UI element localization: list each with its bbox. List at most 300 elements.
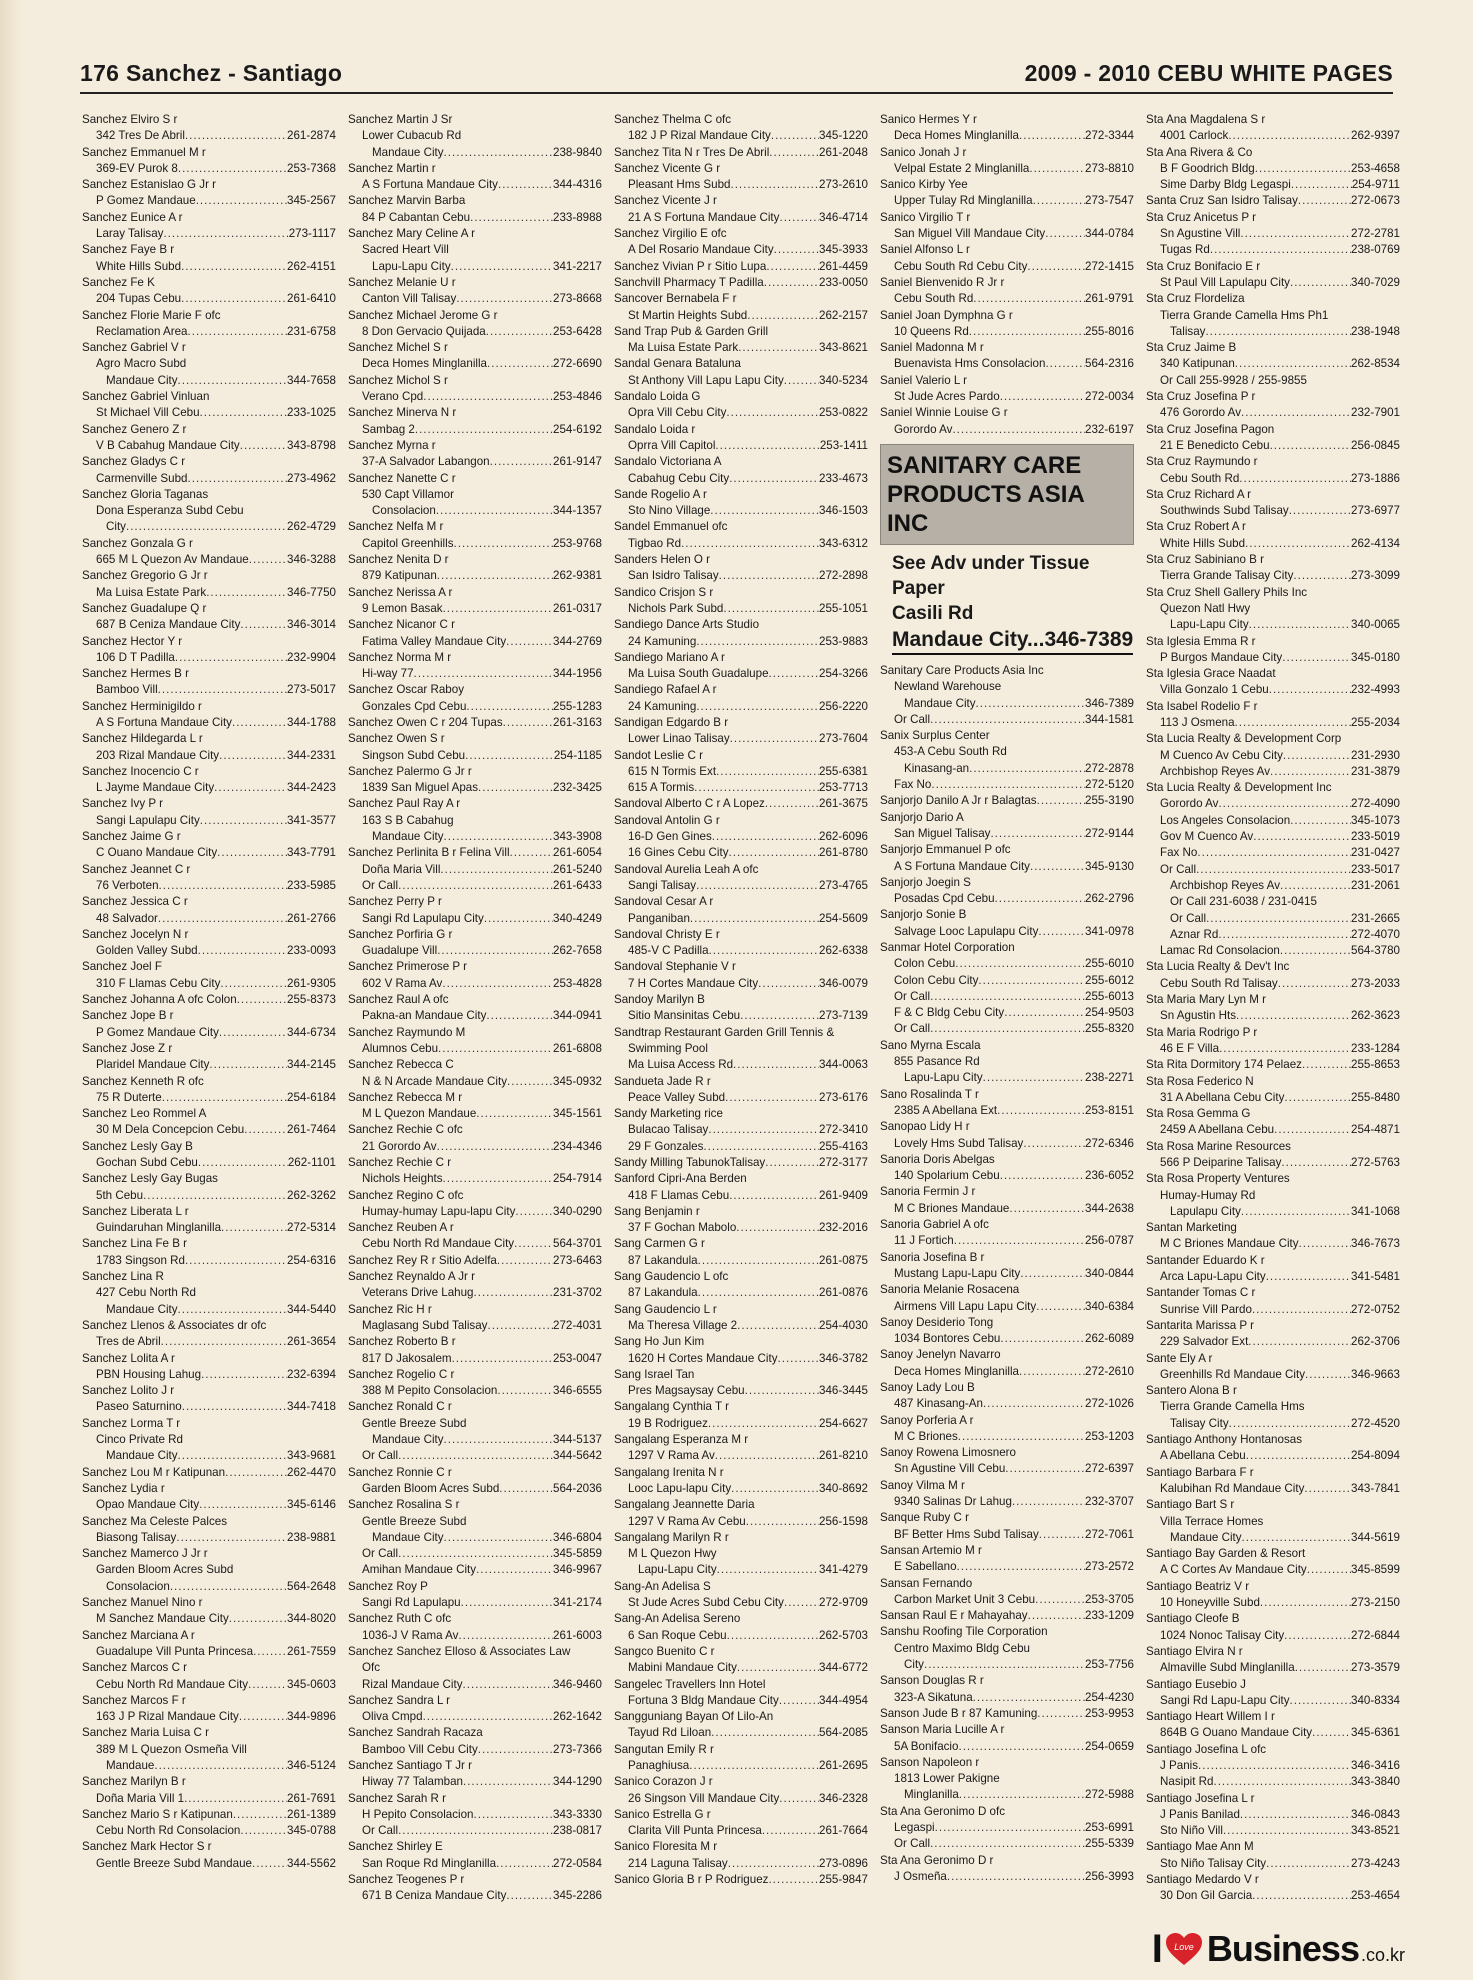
listing-name: Sta Ana Geronimo D r (880, 1853, 994, 1867)
listing-name: Sanchez Marcos F r (82, 1693, 186, 1707)
listing-entry (614, 1872, 868, 1888)
listing-entry (348, 748, 602, 764)
listing-address: A S Fortuna Mandaue City (894, 859, 1030, 873)
phone-number: 253-6991 (1085, 1821, 1134, 1835)
phone-number: 253-0822 (819, 406, 868, 420)
listing-name: Sanjorjo Emmanuel P ofc (880, 843, 1011, 857)
phone-number: 272-0034 (1085, 390, 1134, 404)
leader-dots (747, 308, 819, 324)
phone-number: 346-7750 (287, 585, 336, 599)
phone-number: 255-1283 (553, 699, 602, 713)
leader-dots (694, 780, 819, 796)
listing-name: Saniel Joan Dymphna G r (880, 308, 1013, 322)
listing-address: Kinasang-an (904, 761, 970, 775)
phone-number: 273-6463 (553, 1253, 602, 1267)
listing-entry (614, 340, 868, 356)
listing-name: Sangalang Jeannette Daria (614, 1498, 755, 1512)
listing-name: Sanchez Sandra L r (348, 1693, 451, 1707)
leader-dots (181, 259, 287, 275)
leader-dots (715, 438, 819, 454)
listing-entry (880, 1787, 1134, 1803)
listing-entry (880, 1233, 1134, 1249)
leader-dots (161, 1334, 287, 1350)
listing-entry (348, 601, 602, 617)
phone-number: 261-7464 (287, 1123, 336, 1137)
listing-address: Legaspi (894, 1821, 935, 1835)
listing-name: Sanque Ruby C r (880, 1511, 969, 1525)
leader-dots (765, 1155, 819, 1171)
leader-dots (1198, 1758, 1351, 1774)
listing-entry (614, 1514, 868, 1530)
listing-name: Sanchez Marvin Barba (348, 194, 466, 208)
leader-dots (478, 780, 553, 796)
listing-address: Mandaue City (372, 830, 444, 844)
phone-number: 344-2145 (287, 1058, 336, 1072)
listing-entry (1146, 568, 1400, 584)
listing-name: Sanders Helen O r (614, 553, 711, 567)
listing-entry (614, 1693, 868, 1709)
listing-entry (1146, 976, 1400, 992)
listing-name: Sta Cruz Flordeliza (1146, 292, 1245, 306)
leader-dots (1241, 1204, 1351, 1220)
leader-dots (415, 422, 553, 438)
leader-dots (248, 1677, 287, 1693)
listing-address: Greenhills Rd Mandaue City (1160, 1367, 1305, 1381)
phone-number: 340-0290 (553, 1204, 602, 1218)
listing-entry (1146, 862, 1400, 878)
listing-entry (82, 682, 336, 698)
phone-number: 254-4230 (1085, 1690, 1134, 1704)
phone-number: 231-2665 (1351, 911, 1400, 925)
listing-name: Sanchez Thelma C ofc (614, 113, 732, 126)
listing-address: L Jayme Mandaue City (96, 781, 215, 795)
listing-address: P Gomez Mandaue City (96, 1025, 219, 1039)
listing-name: Sanson Napoleon r (880, 1755, 980, 1769)
leader-dots (698, 1253, 819, 1269)
listing-address: Los Angeles Consolacion (1160, 813, 1291, 827)
listing-name: Sanson Maria Lucille A r (880, 1723, 1005, 1737)
phone-number: 343-3330 (553, 1807, 602, 1821)
phone-number: 340-5234 (819, 373, 868, 387)
listing-name: Sangutan Emily R r (614, 1742, 714, 1756)
listing-entry (1146, 1856, 1400, 1872)
listing-name: Sanchez Ronnie C r (348, 1465, 452, 1479)
listing-entry (82, 1057, 336, 1073)
leader-dots (730, 731, 819, 747)
listing-address: B F Goodrich Bldg (1160, 161, 1255, 175)
listing-address: 1813 Lower Pakigne (894, 1772, 1000, 1786)
listing-address: Fatima Valley Mandaue City (362, 634, 507, 648)
listing-address: J Panis (1160, 1758, 1199, 1772)
listing-address: J Panis Banilad (1160, 1807, 1240, 1821)
logo-tld: .co.kr (1360, 1944, 1405, 1965)
leader-dots (126, 519, 287, 535)
phone-number: 346-9967 (553, 1563, 602, 1577)
phone-number: 272-4520 (1351, 1416, 1400, 1430)
listing-address: Almaville Subd Minglanilla (1160, 1661, 1295, 1675)
listing-address: A S Fortuna Mandaue City (96, 715, 232, 729)
listing-name: Sanchez Gabriel V r (82, 341, 186, 355)
listing-entry (614, 503, 868, 519)
leader-dots (175, 650, 287, 666)
listing-address: 1036-J V Rama Av (362, 1628, 459, 1642)
listing-address: Colon Cebu City (894, 973, 979, 987)
phone-number: 253-9883 (819, 634, 868, 648)
phone-number: 272-6346 (1085, 1136, 1134, 1150)
listing-name: Sanchez Rebecca C (348, 1058, 454, 1072)
phone-number: 234-4346 (553, 1139, 602, 1153)
leader-dots (710, 503, 819, 519)
listing-entry (880, 1527, 1134, 1543)
phone-number: 262-6338 (819, 944, 868, 958)
listing-entry (82, 1530, 336, 1546)
listing-name: Sanchez Estanislao G Jr r (82, 178, 217, 192)
listing-entry (880, 356, 1134, 372)
ad-phone: Mandaue City...346-7389 (892, 626, 1133, 655)
leader-dots (233, 1807, 287, 1823)
listing-name: Sanchez Guadalupe Q r (82, 601, 207, 615)
listing-name: Sanchez Hildegarda L r (82, 732, 203, 746)
listing-name: Saniel Valerio L r (880, 373, 967, 387)
listing-address: Hi-way 77 (362, 667, 414, 681)
listing-address: San Miguel Vill Mandaue City (894, 227, 1046, 241)
listing-entry (348, 1106, 602, 1122)
listing-entry (82, 715, 336, 731)
listing-name: Sanchez Norma M r (348, 650, 452, 664)
leader-dots (1000, 389, 1085, 405)
leader-dots (398, 1823, 553, 1839)
phone-number: 262-3706 (1351, 1335, 1400, 1349)
listing-name: Sangalang Cynthia T r (614, 1400, 729, 1414)
listing-address: 1297 V Rama Av (628, 1449, 715, 1463)
phone-number: 262-1101 (287, 1156, 336, 1169)
listing-entry (880, 128, 1134, 144)
listing-address: Tayud Rd Liloan (628, 1726, 712, 1740)
listing-name: Sang Carmen G r (614, 1237, 705, 1251)
leader-dots (733, 1057, 819, 1073)
leader-dots (931, 777, 1085, 793)
phone-number: 272-6844 (1351, 1628, 1400, 1642)
leader-dots (1302, 1057, 1351, 1073)
listing-name: Sanchez Mark Hector S r (82, 1840, 212, 1854)
leader-dots (456, 291, 553, 307)
phone-number: 262-4134 (1351, 536, 1400, 550)
phone-number: 343-6312 (819, 536, 868, 550)
listing-entry (880, 793, 1134, 809)
leader-dots (969, 324, 1085, 340)
listing-entry (1146, 1693, 1400, 1709)
listing-address: J Osmeña (894, 1869, 947, 1883)
listing-address: 30 Don Gil Garcia (1160, 1889, 1253, 1903)
phone-number: 272-3344 (1085, 129, 1134, 143)
listing-entry (82, 552, 336, 568)
leader-dots (1253, 829, 1351, 845)
listing-address: M L Quezon Mandaue (362, 1107, 477, 1121)
listing-address: 1034 Bontores Cebu (894, 1332, 1001, 1346)
listing-address: Nichols Heights (362, 1172, 443, 1186)
listing-name: Sanchez Lydia r (82, 1481, 165, 1495)
listing-address: Sanchez Perlinita B r Felina Vill (348, 846, 510, 860)
listing-name: Santan Marketing (1146, 1221, 1237, 1235)
phone-number: 253-4654 (1351, 1889, 1400, 1903)
listing-address: 427 Cebu North Rd (96, 1286, 196, 1300)
listing-name: Sanson Douglas R r (880, 1674, 984, 1688)
listing-address: Lapulapu City (1170, 1204, 1241, 1218)
listing-name: Sanchez Leo Rommel A (82, 1107, 207, 1121)
phone-number: 233-1209 (1085, 1609, 1134, 1623)
listing-name: Sanchez Llenos & Associates dr ofc (82, 1318, 267, 1332)
phone-number: 272-5988 (1085, 1788, 1134, 1802)
phone-number: 261-6054 (553, 846, 602, 860)
leader-dots (1270, 438, 1351, 454)
listing-name: Sanchez Ivy P r (82, 797, 163, 811)
phone-number: 262-8534 (1351, 357, 1400, 371)
phone-number: 346-3014 (287, 618, 336, 632)
listing-name: Sta Cruz Anicetus P r (1146, 210, 1256, 224)
listing-address: Or Call (1160, 862, 1197, 876)
phone-number: 233-4673 (819, 471, 868, 485)
listing-address: 204 Tupas Cebu (96, 292, 182, 306)
phone-number: 262-3623 (1351, 1009, 1400, 1023)
listing-entry (1146, 438, 1400, 454)
listing-address: Paseo Saturnino (96, 1400, 182, 1414)
listing-address: 182 J P Rizal Mandaue City (628, 129, 771, 143)
listing-name: Sanchez Jaime G r (82, 830, 181, 844)
phone-number: 232-6394 (287, 1367, 336, 1381)
phone-number: 262-5703 (819, 1628, 868, 1642)
listing-name: Sanchez Regino C ofc (348, 1188, 464, 1202)
listing-entry (1146, 503, 1400, 519)
leader-dots (769, 145, 819, 161)
listing-name: Sanjorjo Sonie B (880, 908, 967, 922)
leader-dots (458, 1628, 553, 1644)
leader-dots (1304, 1481, 1351, 1497)
listing-address: Lapu-Lapu City (372, 259, 451, 273)
leader-dots (178, 161, 287, 177)
leader-dots (466, 699, 553, 715)
phone-number: 262-2796 (1085, 892, 1134, 906)
listing-address: Sanchez Lou M r Katipunan (82, 1465, 226, 1479)
phone-number: 343-7841 (1351, 1481, 1400, 1495)
leader-dots (239, 1709, 287, 1725)
leader-dots (771, 128, 819, 144)
leader-dots (689, 1758, 819, 1774)
phone-number: 272-3177 (819, 1156, 868, 1169)
leader-dots (219, 748, 287, 764)
listing-entry (348, 878, 602, 894)
listing-address: 10 Queens Rd (894, 324, 969, 338)
phone-number: 272-0752 (1351, 1302, 1400, 1316)
listing-entry (614, 1481, 868, 1497)
phone-number: 272-2878 (1085, 761, 1134, 775)
listing-name: Sandalo Loida G (614, 390, 701, 404)
listing-address: Cabahug Cebu City (628, 471, 730, 485)
listing-name: Sta Cruz Bonifacio E r (1146, 259, 1261, 273)
listing-entry (1146, 617, 1400, 633)
listing-entry (880, 712, 1134, 728)
listing-address: Cebu South Rd (1160, 471, 1240, 485)
leader-dots (955, 956, 1085, 972)
listing-name: Sangco Buenito C r (614, 1644, 715, 1658)
listing-entry (880, 1461, 1134, 1477)
listing-address: 476 Gorordo Av (1160, 406, 1241, 420)
listing-address: San Miguel Talisay (894, 826, 991, 840)
listing-address: Sn Agustine Vill Cebu (894, 1462, 1006, 1476)
listing-name: Sanford Cipri-Ana Berden (614, 1172, 747, 1186)
listing-address: Sanjorjo Danilo A Jr r Balagtas (880, 794, 1037, 808)
leader-dots (1005, 1461, 1085, 1477)
listing-address: 16 Gines Cebu City (628, 846, 729, 860)
listing-name: Sanchez Gregorio G Jr r (82, 569, 208, 583)
phone-number: 273-4765 (819, 878, 868, 892)
listing-entry (880, 1836, 1134, 1852)
listing-entry (82, 471, 336, 487)
listing-entry (880, 1494, 1134, 1510)
listing-entry (880, 1706, 1134, 1722)
listing-address: 5th Cebu (96, 1188, 144, 1202)
listing-address: 817 D Jakosalem (362, 1351, 452, 1365)
listing-name: Sanchez Gladys C r (82, 455, 186, 469)
listing-entry (82, 976, 336, 992)
leader-dots (1219, 1041, 1351, 1057)
phone-number: 272-1415 (1085, 259, 1134, 273)
listing-address: Peace Valley Subd (628, 1090, 726, 1104)
leader-dots (774, 242, 819, 258)
leader-dots (1291, 177, 1352, 193)
listing-name: Sanopao Lidy H r (880, 1120, 970, 1134)
listing-entry (614, 1188, 868, 1204)
ad-title-line: PRODUCTS ASIA (887, 480, 1085, 508)
listing-name: Sanchez Kenneth R ofc (82, 1074, 204, 1088)
phone-number: 340-6384 (1085, 1299, 1134, 1313)
listing-address: Or Call (894, 1022, 931, 1036)
listing-entry (348, 145, 602, 161)
leader-dots (188, 324, 287, 340)
listing-name: Sanoy Jenelyn Navarro (880, 1348, 1001, 1362)
listing-entry (82, 585, 336, 601)
listing-address: Kalubihan Rd Mandaue City (1160, 1481, 1305, 1495)
listing-name: Sanoria Melanie Rosacena (880, 1283, 1020, 1297)
listing-address: Sansan Raul E r Mahayahay (880, 1609, 1028, 1623)
listing-entry (348, 1595, 602, 1611)
listing-address: A Del Rosario Mandaue City (628, 243, 774, 257)
leader-dots (1045, 226, 1085, 242)
leader-dots (398, 878, 553, 894)
listing-address: St Jude Acres Subd Cebu City (628, 1596, 784, 1610)
phone-number: 253-7368 (287, 161, 336, 175)
listing-entry (614, 943, 868, 959)
leader-dots (398, 1448, 553, 1464)
listing-columns (82, 112, 1400, 1932)
listing-column-5 (1146, 112, 1400, 1932)
listing-name: Sta Cruz Shell Gallery Phils Inc (1146, 585, 1308, 599)
listing-address: Veterans Drive Lahug (362, 1286, 474, 1300)
listing-address: 21 A S Fortuna Mandaue City (628, 210, 780, 224)
listing-entry (880, 924, 1134, 940)
listing-entry (1146, 943, 1400, 959)
listing-name: Sanchez Nenita D r (348, 553, 449, 567)
leader-dots (1038, 924, 1085, 940)
listing-entry (614, 438, 868, 454)
listing-name: Sta Cruz Jaime B (1146, 341, 1237, 355)
listing-entry (1146, 1807, 1400, 1823)
listing-entry (1146, 471, 1400, 487)
listing-entry (1146, 1660, 1400, 1676)
listing-entry (82, 1807, 336, 1823)
listing-address: Sanchez Owen C r 204 Tupas (348, 715, 503, 729)
leader-dots (997, 1103, 1085, 1119)
phone-number: 344-9896 (287, 1710, 336, 1724)
phone-number: 233-0093 (287, 944, 336, 958)
phone-number: 261-6410 (287, 292, 336, 306)
listing-entry (82, 748, 336, 764)
leader-dots (708, 1122, 819, 1138)
listing-entry (1146, 161, 1400, 177)
listing-name: Sande Rogelio A r (614, 487, 707, 501)
leader-dots (1019, 128, 1085, 144)
listing-address: Guindaruhan Minglanilla (96, 1221, 222, 1235)
phone-number: 346-4714 (819, 210, 868, 224)
listing-address: Archbishop Reyes Av (1160, 764, 1270, 778)
leader-dots (440, 862, 553, 878)
phone-number: 273-2033 (1351, 976, 1400, 990)
leader-dots (1228, 128, 1351, 144)
phone-number: 344-1581 (1085, 712, 1134, 726)
listing-entry (614, 829, 868, 845)
phone-number: 346-6555 (553, 1384, 602, 1398)
phone-number: 564-2648 (287, 1579, 336, 1593)
phone-number: 253-1203 (1085, 1429, 1134, 1443)
leader-dots (762, 1823, 819, 1839)
listing-address: Lovely Hms Subd Talisay (894, 1136, 1024, 1150)
listing-address: Opao Mandaue City (96, 1498, 200, 1512)
listing-address: Ma Luisa South Guadalupe (628, 667, 769, 681)
listing-entry (82, 1497, 336, 1513)
phone-number: 344-8020 (287, 1612, 336, 1626)
leader-dots (1039, 1527, 1085, 1543)
leader-dots (1218, 927, 1351, 943)
listing-address: 530 Capt Villamor (362, 487, 454, 501)
leader-dots (778, 1351, 819, 1367)
leader-dots (1290, 275, 1351, 291)
listing-entry (880, 1429, 1134, 1445)
listing-address: H Pepito Consolacion (362, 1807, 474, 1821)
logo-i: I (1151, 1926, 1163, 1971)
phone-number: 344-7418 (287, 1400, 336, 1414)
phone-number: 346-0843 (1351, 1807, 1400, 1821)
phone-number: 261-8780 (819, 846, 868, 860)
leader-dots (444, 145, 553, 161)
listing-address: Oprra Vill Capitol (628, 438, 716, 452)
listing-address: 37 F Gochan Mabolo (628, 1221, 737, 1235)
listing-name: Sta Ana Rivera & Co (1146, 145, 1253, 159)
leader-dots (461, 1595, 553, 1611)
phone-number: 255-2034 (1351, 715, 1400, 729)
listing-address: Garden Bloom Acres Subd (362, 1481, 500, 1495)
listing-name: Sanoria Gabriel A ofc (880, 1218, 989, 1232)
listing-name: Sanchez Faye B r (82, 243, 175, 257)
listing-address: Sanchez Johanna A ofc Colon (82, 993, 237, 1007)
listing-name: Sanoy Desiderio Tong (880, 1315, 994, 1329)
listing-entry (82, 226, 336, 242)
listing-entry (82, 1188, 336, 1204)
listing-entry (614, 911, 868, 927)
phone-number: 238-1948 (1351, 324, 1400, 338)
listing-entry (614, 177, 868, 193)
phone-number: 232-7901 (1351, 406, 1400, 420)
listing-entry (614, 471, 868, 487)
listing-address: Tigbao Rd (628, 536, 682, 550)
